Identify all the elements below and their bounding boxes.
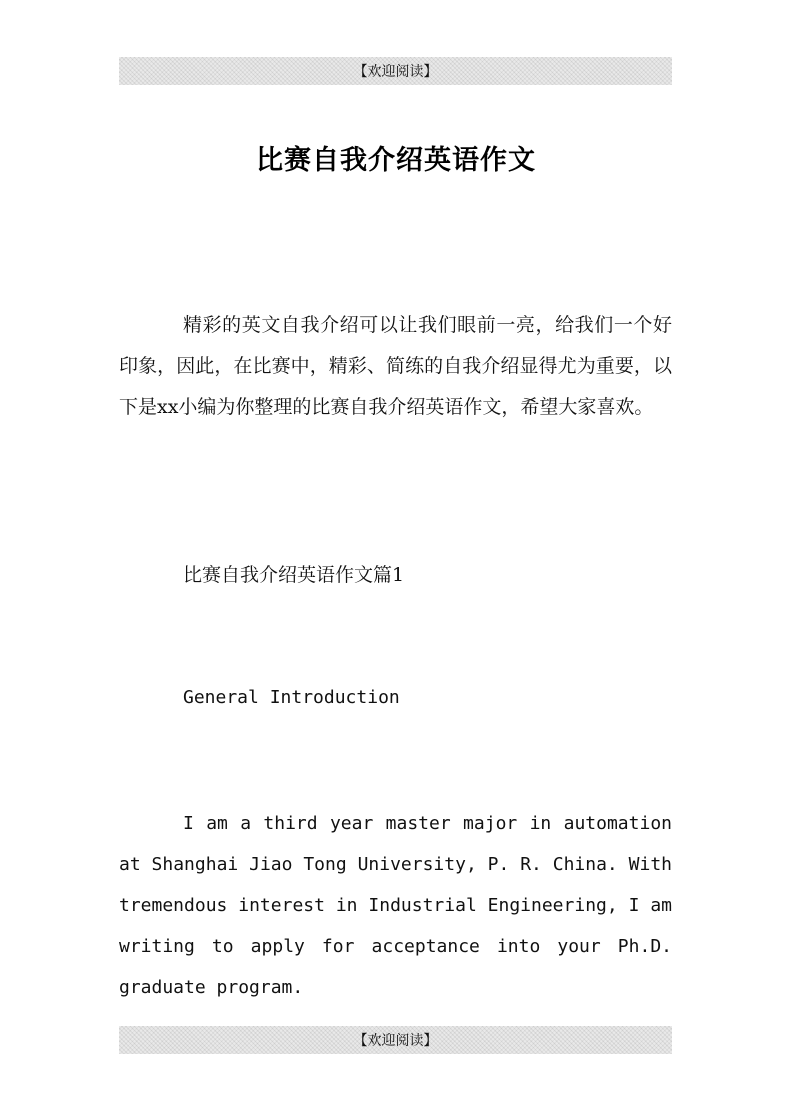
sub-heading: General Introduction (183, 687, 400, 708)
header-banner-label: 【欢迎阅读】 (353, 64, 438, 80)
header-banner (119, 57, 672, 85)
english-paragraph: I am a third year master major in automation at Shanghai Jiao Tong University, P. R. China. With tremendous interest in Industrial Engineering, I am writing to apply for acceptance into your Ph.D. graduate program. (119, 813, 672, 998)
document-title: 比赛自我介绍英语作文 (256, 145, 536, 176)
intro-paragraph: 精彩的英文自我介绍可以让我们眼前一亮，给我们一个好印象，因此，在比赛中，精彩、简练的自我介绍显得尤为重要，以下是xx小编为你整理的比赛自我介绍英语作文，希望大家喜欢。 (119, 314, 672, 418)
footer-banner-label: 【欢迎阅读】 (353, 1033, 438, 1049)
footer-banner (119, 1026, 672, 1054)
section-heading: 比赛自我介绍英语作文篇1 (183, 564, 405, 586)
